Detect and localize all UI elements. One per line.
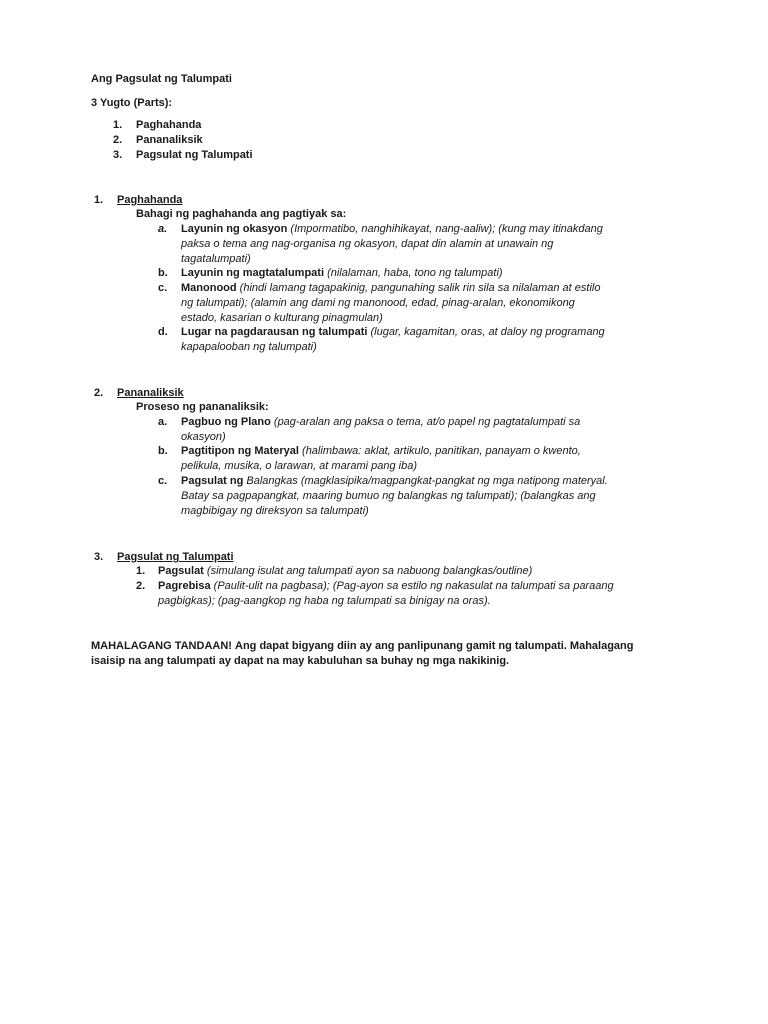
item-bold: Pagsulat <box>158 565 204 577</box>
item-bold: Lugar na pagdarausan ng talumpati <box>181 326 368 338</box>
reminder-line <box>91 639 633 654</box>
item-italic: (lugar, kagamitan, oras, at daloy ng programang <box>370 326 605 338</box>
item-italic-line: okasyon) <box>181 431 226 443</box>
reminder-text: Ang dapat bigyang diin ay ang panlipunang gamit ng talumpati. Mahalagang <box>235 640 634 652</box>
section-heading: Pananaliksik <box>117 387 184 399</box>
item-text <box>181 474 608 489</box>
item-text <box>181 444 581 459</box>
item-text <box>158 579 614 594</box>
section-number: 3. <box>94 551 104 563</box>
item-italic-line: paksa o tema ang nag-organisa ng okasyon, dapat din alamin at unawain ng <box>181 238 554 250</box>
parts-item-label: Pananaliksik <box>136 134 203 146</box>
item-italic-line: tagatalumpati) <box>181 253 251 265</box>
item-marker: c. <box>158 282 168 294</box>
item-marker: d. <box>158 326 168 338</box>
item-text <box>181 325 605 340</box>
item-bold: Pagsulat ng <box>181 475 244 487</box>
item-marker: 1. <box>136 565 146 577</box>
item-italic-line: ng talumpati); (alamin ang dami ng manonood, edad, pinag-aralan, ekonomikong <box>181 297 575 309</box>
section-heading: Pagsulat ng Talumpati <box>117 551 234 563</box>
item-text <box>181 281 600 296</box>
item-text <box>181 222 603 237</box>
section-number: 2. <box>94 387 104 399</box>
item-italic: (Paulit-ulit na pagbasa); (Pag-ayon sa estilo ng nakasulat na talumpati sa paraang <box>213 580 614 592</box>
parts-item-label: Paghahanda <box>136 119 202 131</box>
item-marker: b. <box>158 267 168 279</box>
section-heading: Paghahanda <box>117 194 183 206</box>
item-text <box>181 266 503 281</box>
item-bold: Pagrebisa <box>158 580 211 592</box>
section-intro: Bahagi ng paghahanda ang pagtiyak sa: <box>136 208 347 220</box>
item-italic-line: kapapalooban ng talumpati) <box>181 341 317 353</box>
item-marker: a. <box>158 416 168 428</box>
item-italic-line: estado, kasarian o kulturang pinagmulan) <box>181 312 383 324</box>
item-text <box>158 564 532 579</box>
reminder-label: MAHALAGANG TANDAAN! <box>91 640 232 652</box>
item-bold: Pagbuo ng Plano <box>181 416 271 428</box>
parts-heading: 3 Yugto (Parts): <box>91 97 173 109</box>
item-italic-line: Batay sa pagpapangkat, maaring bumuo ng balangkas ng talumpati); (balangkas ang <box>181 490 596 502</box>
item-italic-line: magbibigay ng direksyon sa talumpati) <box>181 505 369 517</box>
item-italic: (simulang isulat ang talumpati ayon sa nabuong balangkas/outline) <box>206 565 533 577</box>
item-marker: 2. <box>136 580 146 592</box>
parts-item-number: 3. <box>113 149 123 161</box>
item-italic: (hindi lamang tagapakinig, pangunahing salik rin sila sa nilalaman at estilo <box>239 282 601 294</box>
section-number: 1. <box>94 194 104 206</box>
section-intro: Proseso ng pananaliksik: <box>136 401 269 413</box>
parts-item-label: Pagsulat ng Talumpati <box>136 149 253 161</box>
document-title: Ang Pagsulat ng Talumpati <box>91 73 232 85</box>
item-italic: Balangkas (magklasipika/magpangkat-pangkat ng mga natipong materyal. <box>246 475 608 487</box>
item-italic-line: pagbigkas); (pag-aangkop ng haba ng talumpati sa binigay na oras). <box>158 595 491 607</box>
item-italic: (halimbawa: aklat, artikulo, panitikan, panayam o kwento, <box>302 445 581 457</box>
item-marker: c. <box>158 475 168 487</box>
reminder-line: isaisip na ang talumpati ay dapat na may kabuluhan sa buhay ng mga nakikinig. <box>91 655 510 667</box>
item-bold: Pagtitipon ng Materyal <box>181 445 299 457</box>
item-bold: Manonood <box>181 282 237 294</box>
item-bold: Layunin ng okasyon <box>181 223 288 235</box>
item-marker: a. <box>158 223 168 235</box>
item-italic: (nilalaman, haba, tono ng talumpati) <box>327 267 503 279</box>
item-italic: (pag-aralan ang paksa o tema, at/o papel ng pagtatalumpati sa <box>273 416 581 428</box>
item-italic: (Impormatibo, nanghihikayat, nang-aaliw); (kung may itinakdang <box>290 223 603 235</box>
item-text <box>181 415 580 430</box>
parts-item-number: 2. <box>113 134 123 146</box>
item-italic-line: pelikula, musika, o larawan, at marami pang iba) <box>181 460 418 472</box>
parts-item-number: 1. <box>113 119 123 131</box>
item-marker: b. <box>158 445 168 457</box>
item-bold: Layunin ng magtatalumpati <box>181 267 325 279</box>
